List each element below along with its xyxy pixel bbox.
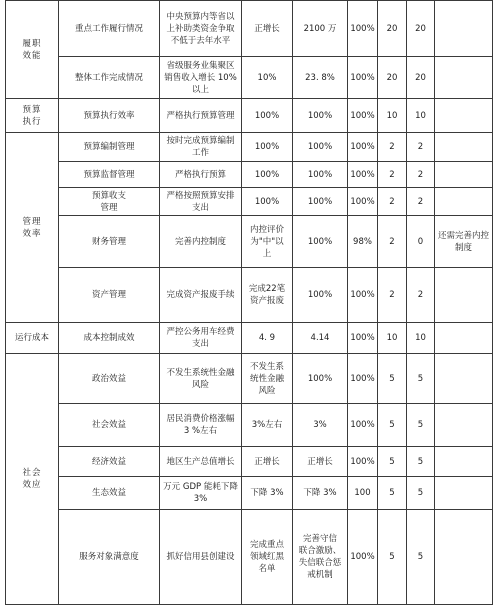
actual-cell: 正增长 [293, 447, 348, 477]
rate-cell: 100% [348, 1, 378, 57]
indicator-cell: 服务对象满意度 [59, 510, 160, 605]
weight-cell: 20 [378, 1, 407, 57]
indicator-cell: 整体工作完成情况 [59, 57, 160, 99]
actual-cell: 100% [293, 162, 348, 188]
indicator-detail-cell: 抓好信用县创建设 [160, 510, 242, 605]
rate-cell: 100% [348, 354, 378, 404]
target-cell: 完成22笔 资产报废 [242, 268, 293, 323]
indicator-detail-cell: 地区生产总值增长 [160, 447, 242, 477]
score-cell: 2 [407, 268, 435, 323]
indicator-cell: 资产管理 [59, 268, 160, 323]
indicator-detail-cell: 居民消费价格涨幅 3 %左右 [160, 404, 242, 447]
indicator-cell: 政治效益 [59, 354, 160, 404]
target-cell: 正增长 [242, 1, 293, 57]
indicator-detail-cell: 省级服务业集聚区 销售收入增长 10% 以上 [160, 57, 242, 99]
weight-cell: 2 [378, 133, 407, 162]
target-cell: 3%左右 [242, 404, 293, 447]
indicator-cell: 生态效益 [59, 477, 160, 510]
target-cell: 下降 3% [242, 477, 293, 510]
rate-cell: 100% [348, 188, 378, 216]
table-row [6, 188, 493, 216]
table-row [6, 1, 493, 57]
category-cell: 社会 效应 [6, 354, 59, 605]
weight-cell: 10 [378, 99, 407, 133]
actual-cell: 2100 万 [293, 1, 348, 57]
score-cell: 20 [407, 1, 435, 57]
weight-cell: 5 [378, 477, 407, 510]
reason-cell [435, 162, 493, 188]
target-cell: 4. 9 [242, 323, 293, 354]
actual-cell: 3% [293, 404, 348, 447]
reason-cell [435, 477, 493, 510]
performance-evaluation-table [5, 0, 493, 605]
table-row [6, 477, 493, 510]
weight-cell: 2 [378, 162, 407, 188]
reason-cell [435, 188, 493, 216]
weight-cell: 5 [378, 404, 407, 447]
actual-cell: 完善守信 联合激励、 失信联合惩 戒机制 [293, 510, 348, 605]
rate-cell: 100% [348, 99, 378, 133]
indicator-detail-cell: 万元 GDP 能耗下降 3% [160, 477, 242, 510]
rate-cell: 100% [348, 510, 378, 605]
weight-cell: 5 [378, 354, 407, 404]
actual-cell: 100% [293, 188, 348, 216]
weight-cell: 5 [378, 447, 407, 477]
actual-cell: 100% [293, 99, 348, 133]
score-cell: 2 [407, 188, 435, 216]
rate-cell: 100% [348, 323, 378, 354]
target-cell: 100% [242, 99, 293, 133]
indicator-detail-cell: 严格按照预算安排 支出 [160, 188, 242, 216]
rate-cell: 100% [348, 57, 378, 99]
actual-cell: 100% [293, 216, 348, 268]
reason-cell [435, 1, 493, 57]
score-cell: 5 [407, 354, 435, 404]
rate-cell: 98% [348, 216, 378, 268]
score-cell: 5 [407, 477, 435, 510]
category-cell: 预算 执行 [6, 99, 59, 133]
actual-cell: 23. 8% [293, 57, 348, 99]
table-row [6, 354, 493, 404]
category-cell: 履职 效能 [6, 1, 59, 99]
indicator-cell: 预算执行效率 [59, 99, 160, 133]
table-row [6, 99, 493, 133]
indicator-cell: 财务管理 [59, 216, 160, 268]
indicator-detail-cell: 严格执行预算管理 [160, 99, 242, 133]
target-cell: 100% [242, 162, 293, 188]
score-cell: 5 [407, 510, 435, 605]
reason-cell [435, 404, 493, 447]
target-cell: 10% [242, 57, 293, 99]
weight-cell: 2 [378, 216, 407, 268]
table-row [6, 510, 493, 605]
indicator-detail-cell: 中央预算内等省以 上补助类资金争取 不低于去年水平 [160, 1, 242, 57]
rate-cell: 100 [348, 477, 378, 510]
rate-cell: 100% [348, 133, 378, 162]
reason-cell [435, 99, 493, 133]
reason-cell [435, 57, 493, 99]
indicator-cell: 社会效益 [59, 404, 160, 447]
indicator-detail-cell: 严格执行预算 [160, 162, 242, 188]
score-cell: 5 [407, 447, 435, 477]
score-cell: 0 [407, 216, 435, 268]
indicator-detail-cell: 按时完成预算编制 工作 [160, 133, 242, 162]
weight-cell: 10 [378, 323, 407, 354]
reason-cell [435, 447, 493, 477]
target-cell: 100% [242, 188, 293, 216]
indicator-detail-cell: 完善内控制度 [160, 216, 242, 268]
score-cell: 2 [407, 133, 435, 162]
score-cell: 10 [407, 323, 435, 354]
rate-cell: 100% [348, 447, 378, 477]
reason-cell [435, 133, 493, 162]
indicator-detail-cell: 严控公务用车经费 支出 [160, 323, 242, 354]
indicator-cell: 预算编制管理 [59, 133, 160, 162]
target-cell: 完成重点 领域红黑 名单 [242, 510, 293, 605]
table-row [6, 133, 493, 162]
reason-cell [435, 354, 493, 404]
score-cell: 5 [407, 404, 435, 447]
actual-cell: 100% [293, 133, 348, 162]
table-row [6, 404, 493, 447]
actual-cell: 4.14 [293, 323, 348, 354]
indicator-detail-cell: 完成资产报废手续 [160, 268, 242, 323]
weight-cell: 2 [378, 188, 407, 216]
actual-cell: 100% [293, 268, 348, 323]
target-cell: 不发生系 统性金融 风险 [242, 354, 293, 404]
reason-cell [435, 323, 493, 354]
indicator-cell: 重点工作履行情况 [59, 1, 160, 57]
indicator-cell: 成本控制成效 [59, 323, 160, 354]
indicator-cell: 预算监督管理 [59, 162, 160, 188]
rate-cell: 100% [348, 162, 378, 188]
table-row [6, 447, 493, 477]
weight-cell: 20 [378, 57, 407, 99]
rate-cell: 100% [348, 268, 378, 323]
indicator-detail-cell: 不发生系统性金融 风险 [160, 354, 242, 404]
score-cell: 10 [407, 99, 435, 133]
table-row [6, 323, 493, 354]
target-cell: 正增长 [242, 447, 293, 477]
reason-cell [435, 268, 493, 323]
category-cell: 运行成本 [6, 323, 59, 354]
target-cell: 内控评价 为"中"以 上 [242, 216, 293, 268]
target-cell: 100% [242, 133, 293, 162]
reason-cell: 还需完善内控 制度 [435, 216, 493, 268]
actual-cell: 100% [293, 354, 348, 404]
indicator-cell: 预算收支 管理 [59, 188, 160, 216]
table-row [6, 57, 493, 99]
table-row [6, 268, 493, 323]
reason-cell [435, 510, 493, 605]
weight-cell: 5 [378, 510, 407, 605]
category-cell: 管理 效率 [6, 133, 59, 323]
score-cell: 20 [407, 57, 435, 99]
weight-cell: 2 [378, 268, 407, 323]
table-row [6, 216, 493, 268]
rate-cell: 100% [348, 404, 378, 447]
table-row [6, 162, 493, 188]
actual-cell: 下降 3% [293, 477, 348, 510]
indicator-cell: 经济效益 [59, 447, 160, 477]
score-cell: 2 [407, 162, 435, 188]
